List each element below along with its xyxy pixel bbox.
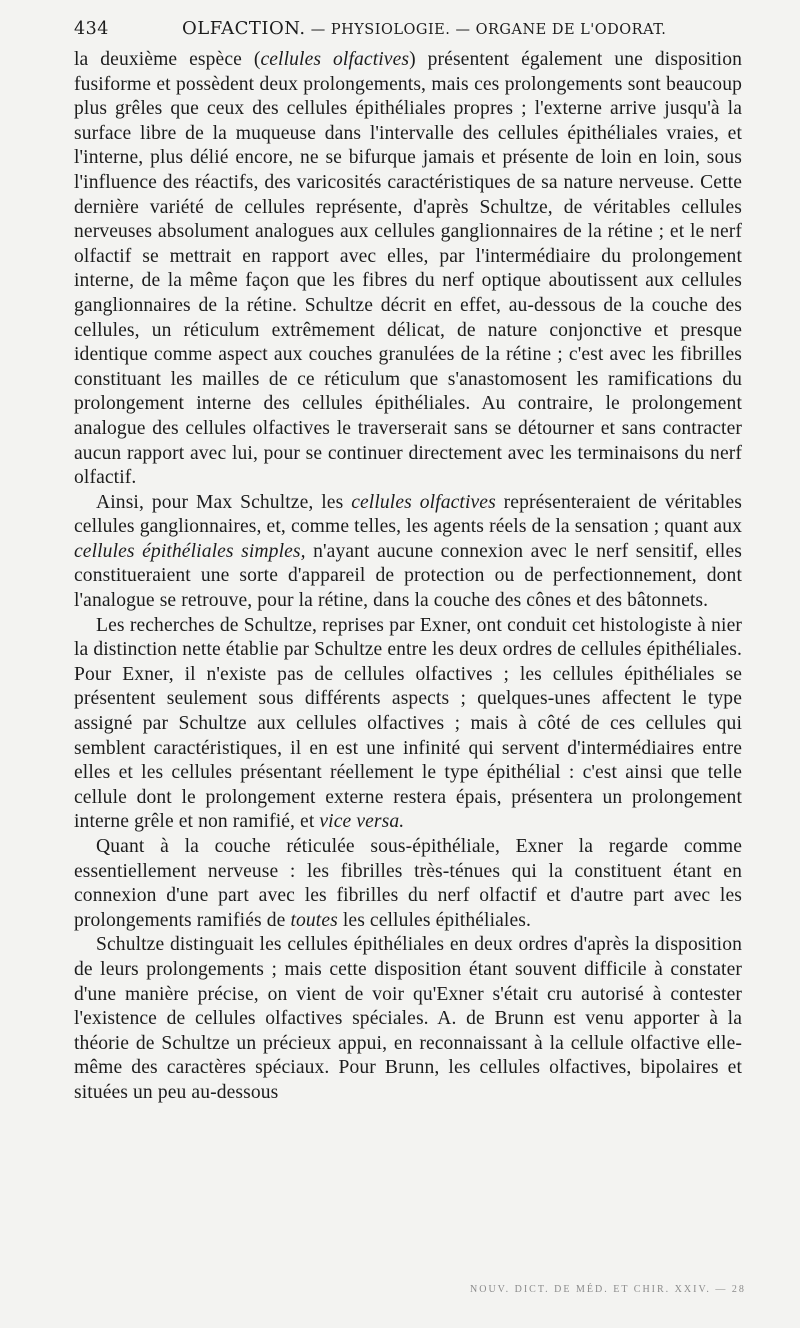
italic-text: cellules olfactives [351, 491, 496, 513]
header-title [182, 14, 666, 45]
paragraph [74, 491, 742, 614]
running-header [74, 14, 742, 44]
paragraph [74, 614, 742, 835]
paragraph [74, 48, 742, 491]
text-segment: Quant à la couche réticulée sous-épithéliale, Exner la regarde comme essentiellement nerveuse : les fibrilles très-ténues qui la constituent étant en connexion d'une part avec les fibrilles du nerf olfactif et d'autre part avec les prolongements ramifiés de [74, 836, 742, 931]
text-segment: ) présentent également une disposition fusiforme et possèdent deux prolongements, mais ces prolongements sont beaucoup plus grêles que ceux des cellules épithéliales propres ; l'externe arrive jusqu'à la surface libre de la muqueuse dans l'intervalle des cellules épithéliales vraies, et l'interne, plus délié encore, ne se bifurque jamais et présente de loin en loin, sous l'influence des réactifs, des varicosités caractéristiques de sa nature nerveuse. Cette dernière variété de cellules représente, d'après Schultze, de véritables cellules nerveuses absolument analogues aux cellules ganglionnaires de la rétine ; et le nerf olfactif se mettrait en rapport avec elles, par l'intermédiaire du prolongement interne, de la même façon que les fibres du nerf optique aboutissent aux cellules ganglionnaires de la rétine. Schultze décrit en effet, au-dessous de la couche des cellules, un réticulum extrêmement délicat, de nature conjonctive et presque identique comme aspect aux couches granulées de la rétine ; c'est avec les fibrilles constituant les mailles de ce réticulum que s'anastomosent les ramifications du prolongement interne des cellules épithéliales. Au contraire, le prolongement analogue des cellules olfactives le traverserait sans se détourner et sans contracter aucun rapport avec lui, pour se continuer directement avec les terminaisons du nerf olfactif. [74, 49, 742, 489]
page-number: 434 [74, 19, 109, 39]
paragraph [74, 835, 742, 933]
text-segment: Schultze distinguait les cellules épithéliales en deux ordres d'après la disposition de leurs prolongements ; mais cette disposition étant souvent difficile à constater d'une manière précise, on vient de voir qu'Exner s'était cru autorisé à contester l'existence de cellules olfactives spéciales. A. de Brunn est venu apporter à la théorie de Schultze un précieux appui, en reconnaissant à la cellule olfactive elle-même des caractères spéciaux. Pour Brunn, les cellules olfactives, bipolaires et situées un peu au-dessous [74, 934, 742, 1103]
text-segment: les cellules épithéliales. [337, 909, 531, 931]
paragraph [74, 933, 742, 1105]
page-footer: NOUV. DICT. DE MÉD. ET CHIR. XXIV. — 28 [470, 1284, 746, 1295]
header-title-rest: — PHYSIOLOGIE. — ORGANE DE L'ODORAT. [305, 22, 667, 38]
italic-text: toutes [290, 909, 338, 931]
body-text [74, 48, 742, 1106]
text-segment: Ainsi, pour Max Schultze, les [96, 491, 352, 513]
header-title-main: OLFACTION. [182, 18, 306, 39]
text-segment: la deuxième espèce ( [74, 49, 261, 70]
italic-text: cellules olfactives [260, 49, 410, 70]
italic-text: cellules épithéliales simples, [74, 540, 306, 562]
text-segment: Les recherches de Schultze, reprises par Exner, ont conduit cet histologiste à nier la distinction nette établie par Schultze entre les deux ordres de cellules épithéliales. Pour Exner, il n'existe pas de cellules olfactives ; les cellules épithéliales se présentent seulement sous différents aspects ; quelques-unes affectent le type assigné par Schultze aux cellules olfactives ; mais à côté de ces cellules qui semblent caractéristiques, il en est une infinité qui servent d'intermédiaires entre elles et les cellules présentant réellement le type épithélial : c'est ainsi que telle cellule dont le prolongement externe restera épais, présentera un prolongement interne grêle et non ramifié, et [74, 614, 742, 833]
text-segment: n'ayant aucune connexion avec le nerf sensitif, elles constitueraient une sorte d'appareil de protection ou de perfectionnement, dont l'analogue se retrouve, pour la rétine, dans la couche des cônes et des bâtonnets. [74, 540, 742, 612]
text-segment: représenteraient de véritables cellules ganglionnaires, et, comme telles, les agents réels de la sensation ; quant aux [74, 491, 742, 538]
italic-text: vice versa. [319, 811, 405, 833]
